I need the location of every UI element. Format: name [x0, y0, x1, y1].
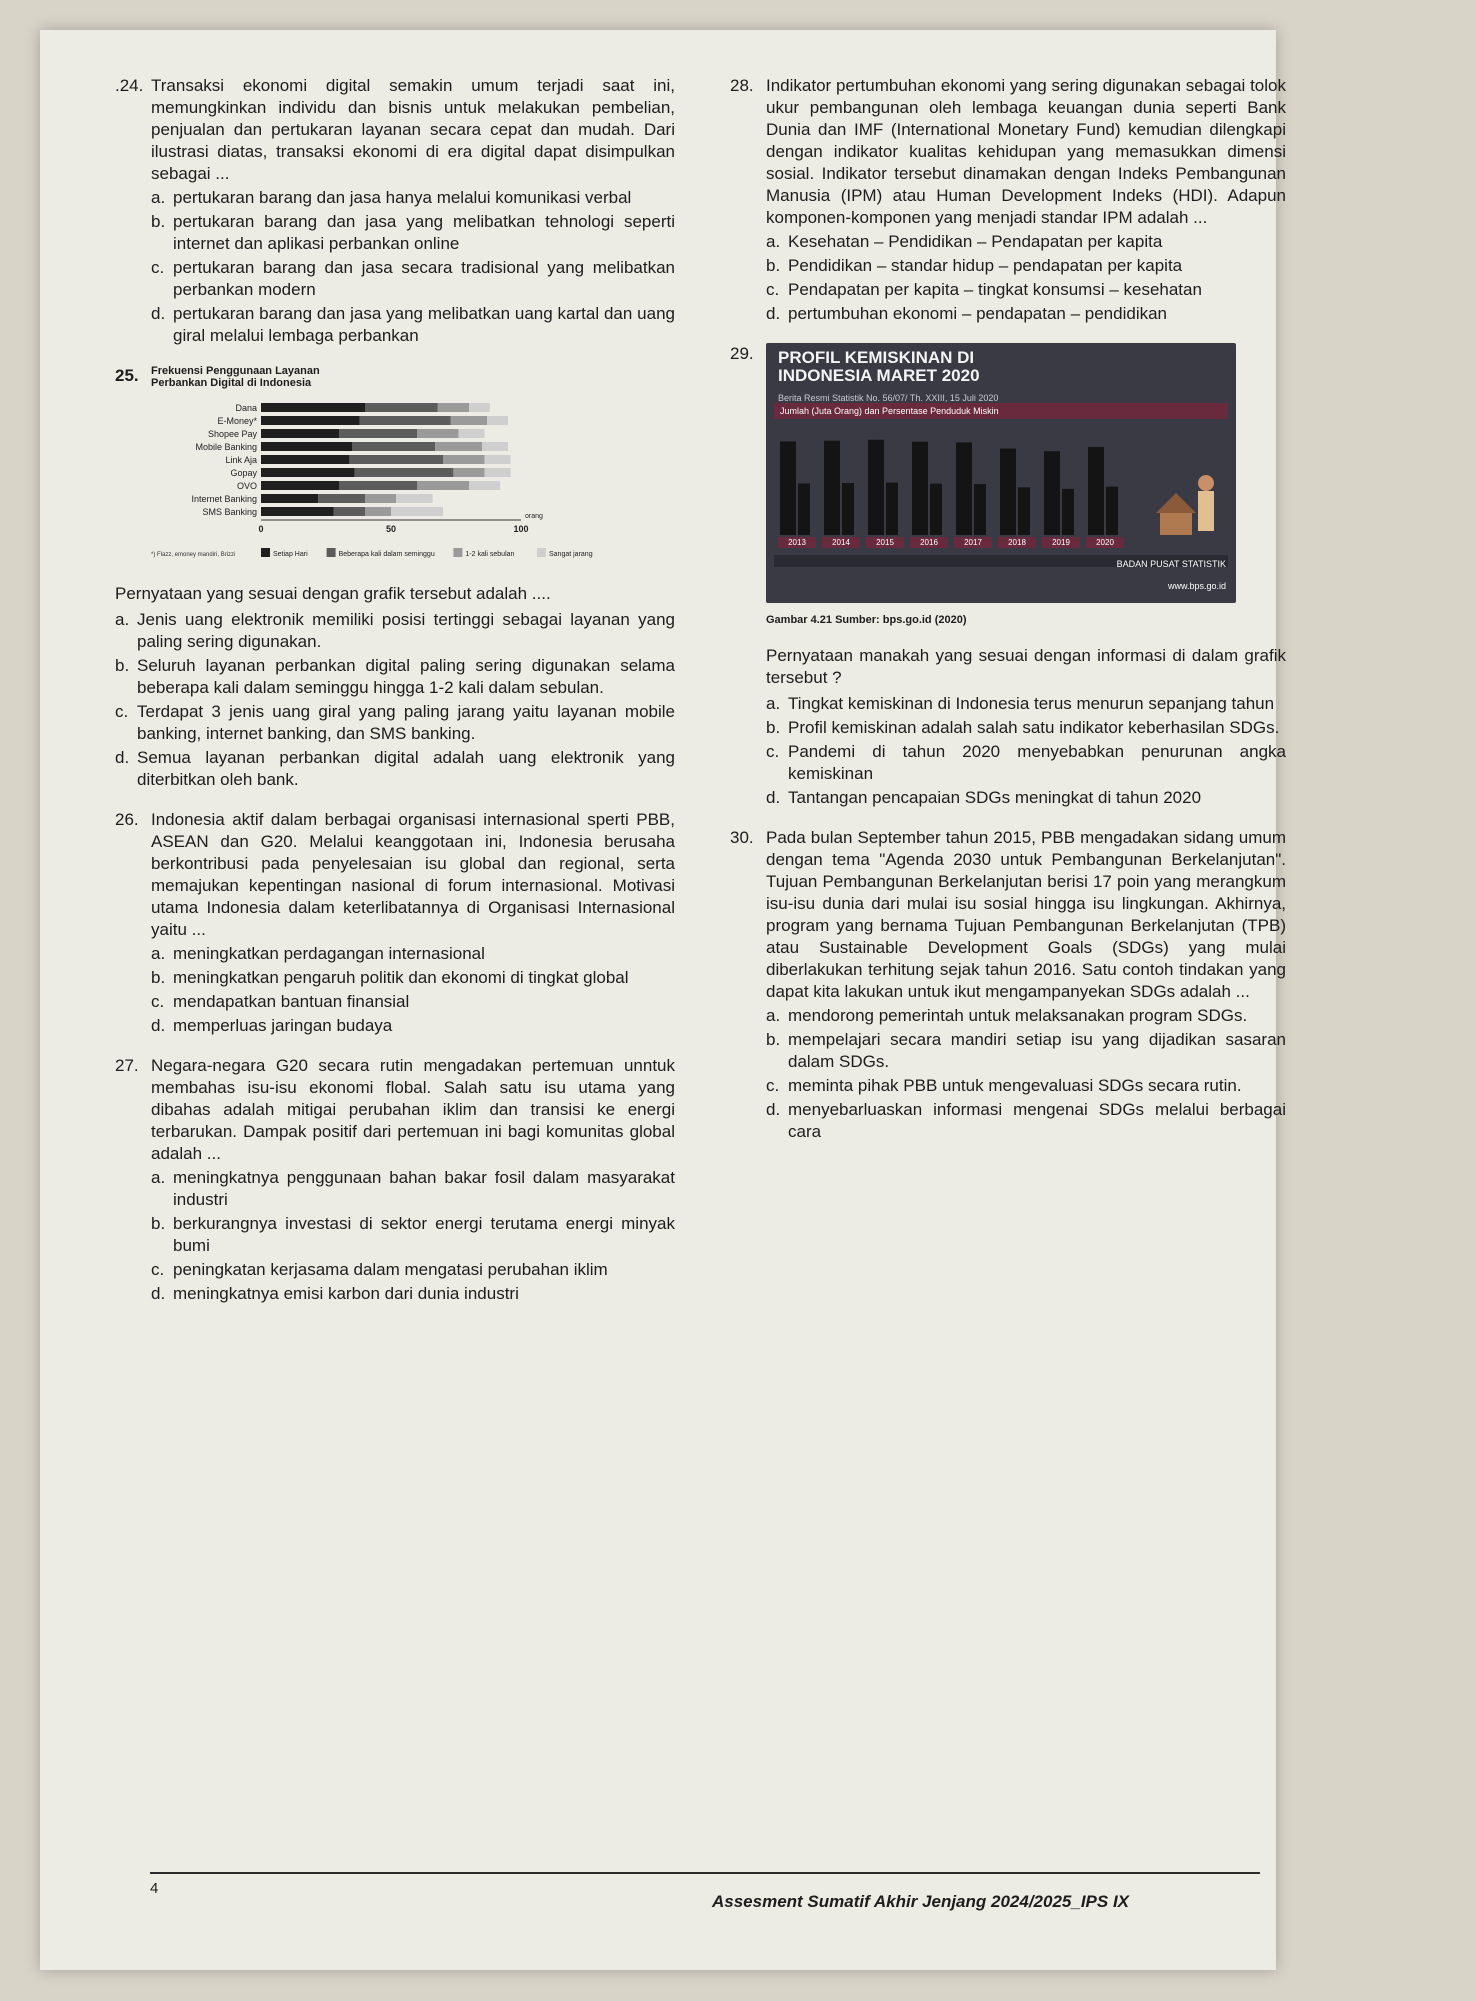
bar-segment — [261, 507, 334, 516]
question-24 — [115, 75, 675, 347]
option-a: a. meningkatkan perdagangan internasional — [151, 944, 485, 963]
poverty-profile-poster — [766, 343, 1236, 603]
year-label: 2014 — [832, 538, 850, 547]
x-tick-label: 100 — [513, 524, 529, 534]
question-27 — [115, 1055, 675, 1305]
option-d: d. pertukaran barang dan jasa yang melibatkan uang kartal dan uang giral melalui lembaga perbankan — [151, 304, 675, 345]
option-d: d. meningkatnya emisi karbon dari dunia industri — [151, 1284, 519, 1303]
option-b: b. Pendidikan – standar hidup – pendapatan per kapita — [766, 256, 1183, 275]
category-label: E-Money* — [217, 416, 257, 426]
bar-segment — [334, 507, 365, 516]
chart-footnote: *) Flazz, emoney mandiri, Brizzi — [151, 552, 236, 558]
poverty-bar-secondary — [974, 484, 986, 535]
x-tick-label: 50 — [385, 524, 397, 534]
option-c: c. meminta pihak PBB untuk mengevaluasi SDGs secara rutin. — [766, 1076, 1242, 1095]
poverty-bar-secondary — [1018, 487, 1030, 535]
question-25 — [115, 365, 675, 791]
option-d: d. Tantangan pencapaian SDGs meningkat di tahun 2020 — [766, 788, 1202, 807]
person-body — [1198, 491, 1214, 531]
bar-segment — [459, 429, 485, 438]
option-a: a. Tingkat kemiskinan di Indonesia terus menurun sepanjang tahun — [766, 694, 1275, 713]
poverty-bar-secondary — [1106, 487, 1118, 535]
bar-segment — [261, 429, 339, 438]
option-c: c. Terdapat 3 jenis uang giral yang paling jarang yaitu layanan mobile banking, internet banking, dan SMS banking. — [115, 702, 675, 743]
bar-segment — [339, 429, 417, 438]
option-a: a. Kesehatan – Pendidikan – Pendapatan per kapita — [766, 232, 1163, 251]
legend-swatch — [261, 548, 270, 557]
bar-segment — [261, 403, 365, 412]
poster-band: Jumlah (Juta Orang) dan Persentase Penduduk Miskin — [774, 403, 1228, 419]
option-d: d. pertumbuhan ekonomi – pendapatan – pendidikan — [766, 304, 1168, 323]
year-label: 2020 — [1096, 538, 1114, 547]
poverty-bar-secondary — [798, 484, 810, 535]
option-d: d. Semua layanan perbankan digital adalah uang elektronik yang diterbitkan oleh bank. — [115, 748, 675, 789]
poverty-bar-secondary — [886, 483, 898, 535]
banking-usage-chart — [151, 395, 675, 575]
legend-label: Beberapa kali dalam seminggu — [338, 551, 435, 558]
option-c: c. mendapatkan bantuan finansial — [151, 992, 410, 1011]
legend-swatch — [453, 548, 462, 557]
question-30 — [730, 827, 1286, 1143]
bar-segment — [451, 416, 487, 425]
bar-segment — [469, 403, 490, 412]
option-a: a. pertukaran barang dan jasa hanya melalui komunikasi verbal — [151, 188, 632, 207]
year-label: 2019 — [1052, 538, 1070, 547]
category-label: Shopee Pay — [207, 429, 257, 439]
option-c: c. pertukaran barang dan jasa secara tradisional yang melibatkan perbankan modern — [151, 258, 675, 299]
bar-segment — [469, 481, 500, 490]
footer-title: Assesment Sumatif Akhir Jenjang 2024/2025_IPS IX — [712, 1892, 1130, 1911]
exam-paper — [40, 30, 1286, 1970]
bar-segment — [355, 468, 454, 477]
question-number: 26. — [115, 810, 139, 829]
bar-segment — [365, 507, 391, 516]
year-label: 2013 — [788, 538, 806, 547]
bar-segment — [261, 494, 318, 503]
question-text: Indonesia aktif dalam berbagai organisasi internasional sperti PBB, ASEAN dan G20. Melalui keanggotaan ini, Indonesia berusaha berkontribusi pada penyelesaian isu global dan regional, serta memajukan kepentingan nasional di forum internasional. Motivasi utama Indonesia dalam keterlibatannya di Organisasi Internasional yaitu ... — [151, 810, 675, 939]
option-a: a. Jenis uang elektronik memiliki posisi tertinggi sebagai layanan yang paling sering digunakan. — [115, 610, 675, 651]
option-d: d. memperluas jaringan budaya — [151, 1016, 393, 1035]
question-number: 28. — [730, 76, 754, 95]
category-label: Dana — [235, 403, 257, 413]
bar-segment — [261, 442, 352, 451]
question-text: Transaksi ekonomi digital semakin umum terjadi saat ini, memungkinkan individu dan bisnis untuk melakukan pembelian, penjualan dan pertukaran layanan secara cepat dan mudah. Dari ilustrasi diatas, transaksi ekonomi di era digital dapat disimpulkan sebagai ... — [151, 76, 675, 183]
poverty-bar — [1044, 451, 1060, 535]
category-label: Internet Banking — [191, 494, 257, 504]
poster-subtitle: Berita Resmi Statistik No. 56/07/ Th. XXIII, 15 Juli 2020 — [778, 393, 999, 403]
bar-segment — [261, 468, 355, 477]
poverty-bar — [956, 442, 972, 535]
option-c: c. Pendapatan per kapita – tingkat konsumsi – kesehatan — [766, 280, 1202, 299]
bar-segment — [482, 442, 508, 451]
option-a: a. mendorong pemerintah untuk melaksanakan program SDGs. — [766, 1006, 1248, 1025]
bar-segment — [485, 468, 511, 477]
poverty-bar — [868, 440, 884, 535]
question-text: Pernyataan yang sesuai dengan grafik tersebut adalah .... — [115, 584, 551, 603]
bar-segment — [417, 481, 469, 490]
bar-segment — [352, 442, 435, 451]
bar-segment — [485, 455, 511, 464]
legend-label: 1-2 kali sebulan — [465, 551, 515, 558]
bar-segment — [396, 494, 432, 503]
bar-segment — [365, 403, 438, 412]
poverty-bar — [912, 442, 928, 535]
category-label: SMS Banking — [202, 507, 257, 517]
page-number: 4 — [150, 1880, 159, 1897]
chart-title: Frekuensi Penggunaan Layanan Perbankan Digital di Indonesia — [151, 365, 320, 389]
bar-segment — [261, 416, 360, 425]
question-number: 25. — [115, 366, 139, 385]
category-label: Mobile Banking — [195, 442, 257, 452]
x-tick-label: 0 — [258, 524, 264, 534]
legend-swatch — [537, 548, 546, 557]
category-label: Link Aja — [225, 455, 257, 465]
bar-segment — [438, 403, 469, 412]
poster-title: PROFIL KEMISKINAN DI INDONESIA MARET 2020 — [778, 348, 980, 385]
year-label: 2015 — [876, 538, 894, 547]
right-column — [730, 75, 1286, 1161]
year-label: 2018 — [1008, 538, 1026, 547]
bar-segment — [417, 429, 459, 438]
banking-usage-svg — [151, 395, 651, 575]
option-b: b. meningkatkan pengaruh politik dan ekonomi di tingkat global — [151, 968, 629, 987]
bar-segment — [453, 468, 484, 477]
bar-segment — [365, 494, 396, 503]
bar-segment — [261, 481, 339, 490]
category-label: OVO — [236, 481, 257, 491]
legend-swatch — [327, 548, 336, 557]
bar-segment — [443, 455, 485, 464]
option-b: b. berkurangnya investasi di sektor energi terutama energi minyak bumi — [151, 1214, 675, 1255]
option-b: b. Profil kemiskinan adalah salah satu indikator keberhasilan SDGs. — [766, 718, 1280, 737]
bar-segment — [435, 442, 482, 451]
bar-segment — [487, 416, 508, 425]
bar-segment — [360, 416, 451, 425]
house-roof — [1156, 493, 1196, 513]
question-text: Pernyataan manakah yang sesuai dengan informasi di dalam grafik tersebut ? — [766, 646, 1286, 687]
category-label: Gopay — [230, 468, 257, 478]
poverty-bar — [1088, 447, 1104, 535]
legend-label: Setiap Hari — [273, 551, 308, 558]
question-number: .24. — [115, 76, 144, 95]
bar-segment — [261, 455, 349, 464]
bar-segment — [318, 494, 365, 503]
year-label: 2016 — [920, 538, 938, 547]
question-number: 29. — [730, 344, 754, 363]
bar-segment — [391, 507, 443, 516]
option-c: c. peningkatan kerjasama dalam mengatasi perubahan iklim — [151, 1260, 608, 1279]
poverty-bar — [780, 441, 796, 535]
poverty-bar-secondary — [842, 483, 854, 535]
option-c: c. Pandemi di tahun 2020 menyebabkan penurunan angka kemiskinan — [766, 742, 1286, 783]
question-26 — [115, 809, 675, 1037]
figure-caption: Gambar 4.21 Sumber: bps.go.id (2020) — [766, 614, 967, 626]
house-wall — [1160, 513, 1192, 535]
year-label: 2017 — [964, 538, 982, 547]
legend-label: Sangat jarang — [549, 551, 593, 558]
left-column — [115, 75, 675, 1323]
bar-segment — [339, 481, 417, 490]
unit-label: orang — [525, 513, 543, 520]
question-number: 27. — [115, 1056, 139, 1075]
question-text: Pada bulan September tahun 2015, PBB mengadakan sidang umum dengan tema "Agenda 2030 untuk Pembangunan Berkelanjutan". Tujuan Pembangunan Berkelanjutan berisi 17 poin yang merangkum isu-isu dunia dari mulai isu sosial hingga isu lingkungan. Akhirnya, program yang bernama Tujuan Pembangunan Berkelanjutan (TPB) atau Sustainable Development Goals (SDGs) yang mulai diberlakukan terhitung sejak tahun 2016. Satu contoh tindakan yang dapat kita lakukan untuk ikut mengampanyekan SDGs adalah ... — [766, 828, 1286, 1001]
option-b: b. Seluruh layanan perbankan digital paling sering digunakan selama beberapa kali dalam seminggu hingga 1-2 kali dalam sebulan. — [115, 656, 675, 697]
person-head — [1198, 475, 1214, 491]
bar-segment — [349, 455, 443, 464]
poverty-bar-secondary — [1062, 489, 1074, 535]
question-number: 30. — [730, 828, 754, 847]
option-b: b. mempelajari secara mandiri setiap isu yang dijadikan sasaran dalam SDGs. — [766, 1030, 1286, 1071]
option-d: d. menyebarluaskan informasi mengenai SDGs melalui berbagai cara — [766, 1100, 1286, 1141]
poverty-bar — [824, 441, 840, 535]
question-28 — [730, 75, 1286, 325]
option-b: b. pertukaran barang dan jasa yang melibatkan tehnologi seperti internet dan aplikasi perbankan online — [151, 212, 675, 253]
poverty-bar-secondary — [930, 484, 942, 535]
poverty-bar — [1000, 449, 1016, 536]
option-a: a. meningkatnya penggunaan bahan bakar fosil dalam masyarakat industri — [151, 1168, 675, 1209]
question-29 — [730, 343, 1286, 809]
question-text: Negara-negara G20 secara rutin mengadakan pertemuan unntuk membahas isu-isu ekonomi flobal. Salah satu isu utama yang dibahas adalah mitigai perubahan iklim dan transisi ke energi terbarukan. Dampak positif dari pertemuan ini bagi komunitas global adalah ... — [151, 1056, 675, 1163]
question-text: Indikator pertumbuhan ekonomi yang sering digunakan sebagai tolok ukur pembangunan oleh lembaga keuangan dunia seperti Bank Dunia dan IMF (International Monetary Fund) kemudian dilengkapi dengan indikator kualitas kehidupan yang memasukkan dimensi sosial. Indikator tersebut dinamakan dengan Indeks Pembangunan Manusia (IPM) atau Human Development Indeks (HDI). Adapun komponen-komponen yang menjadi standar IPM adalah ... — [766, 76, 1286, 227]
footer-rule — [150, 1872, 1260, 1874]
poster-source: BADAN PUSAT STATISTIK www.bps.go.id — [1116, 559, 1226, 591]
